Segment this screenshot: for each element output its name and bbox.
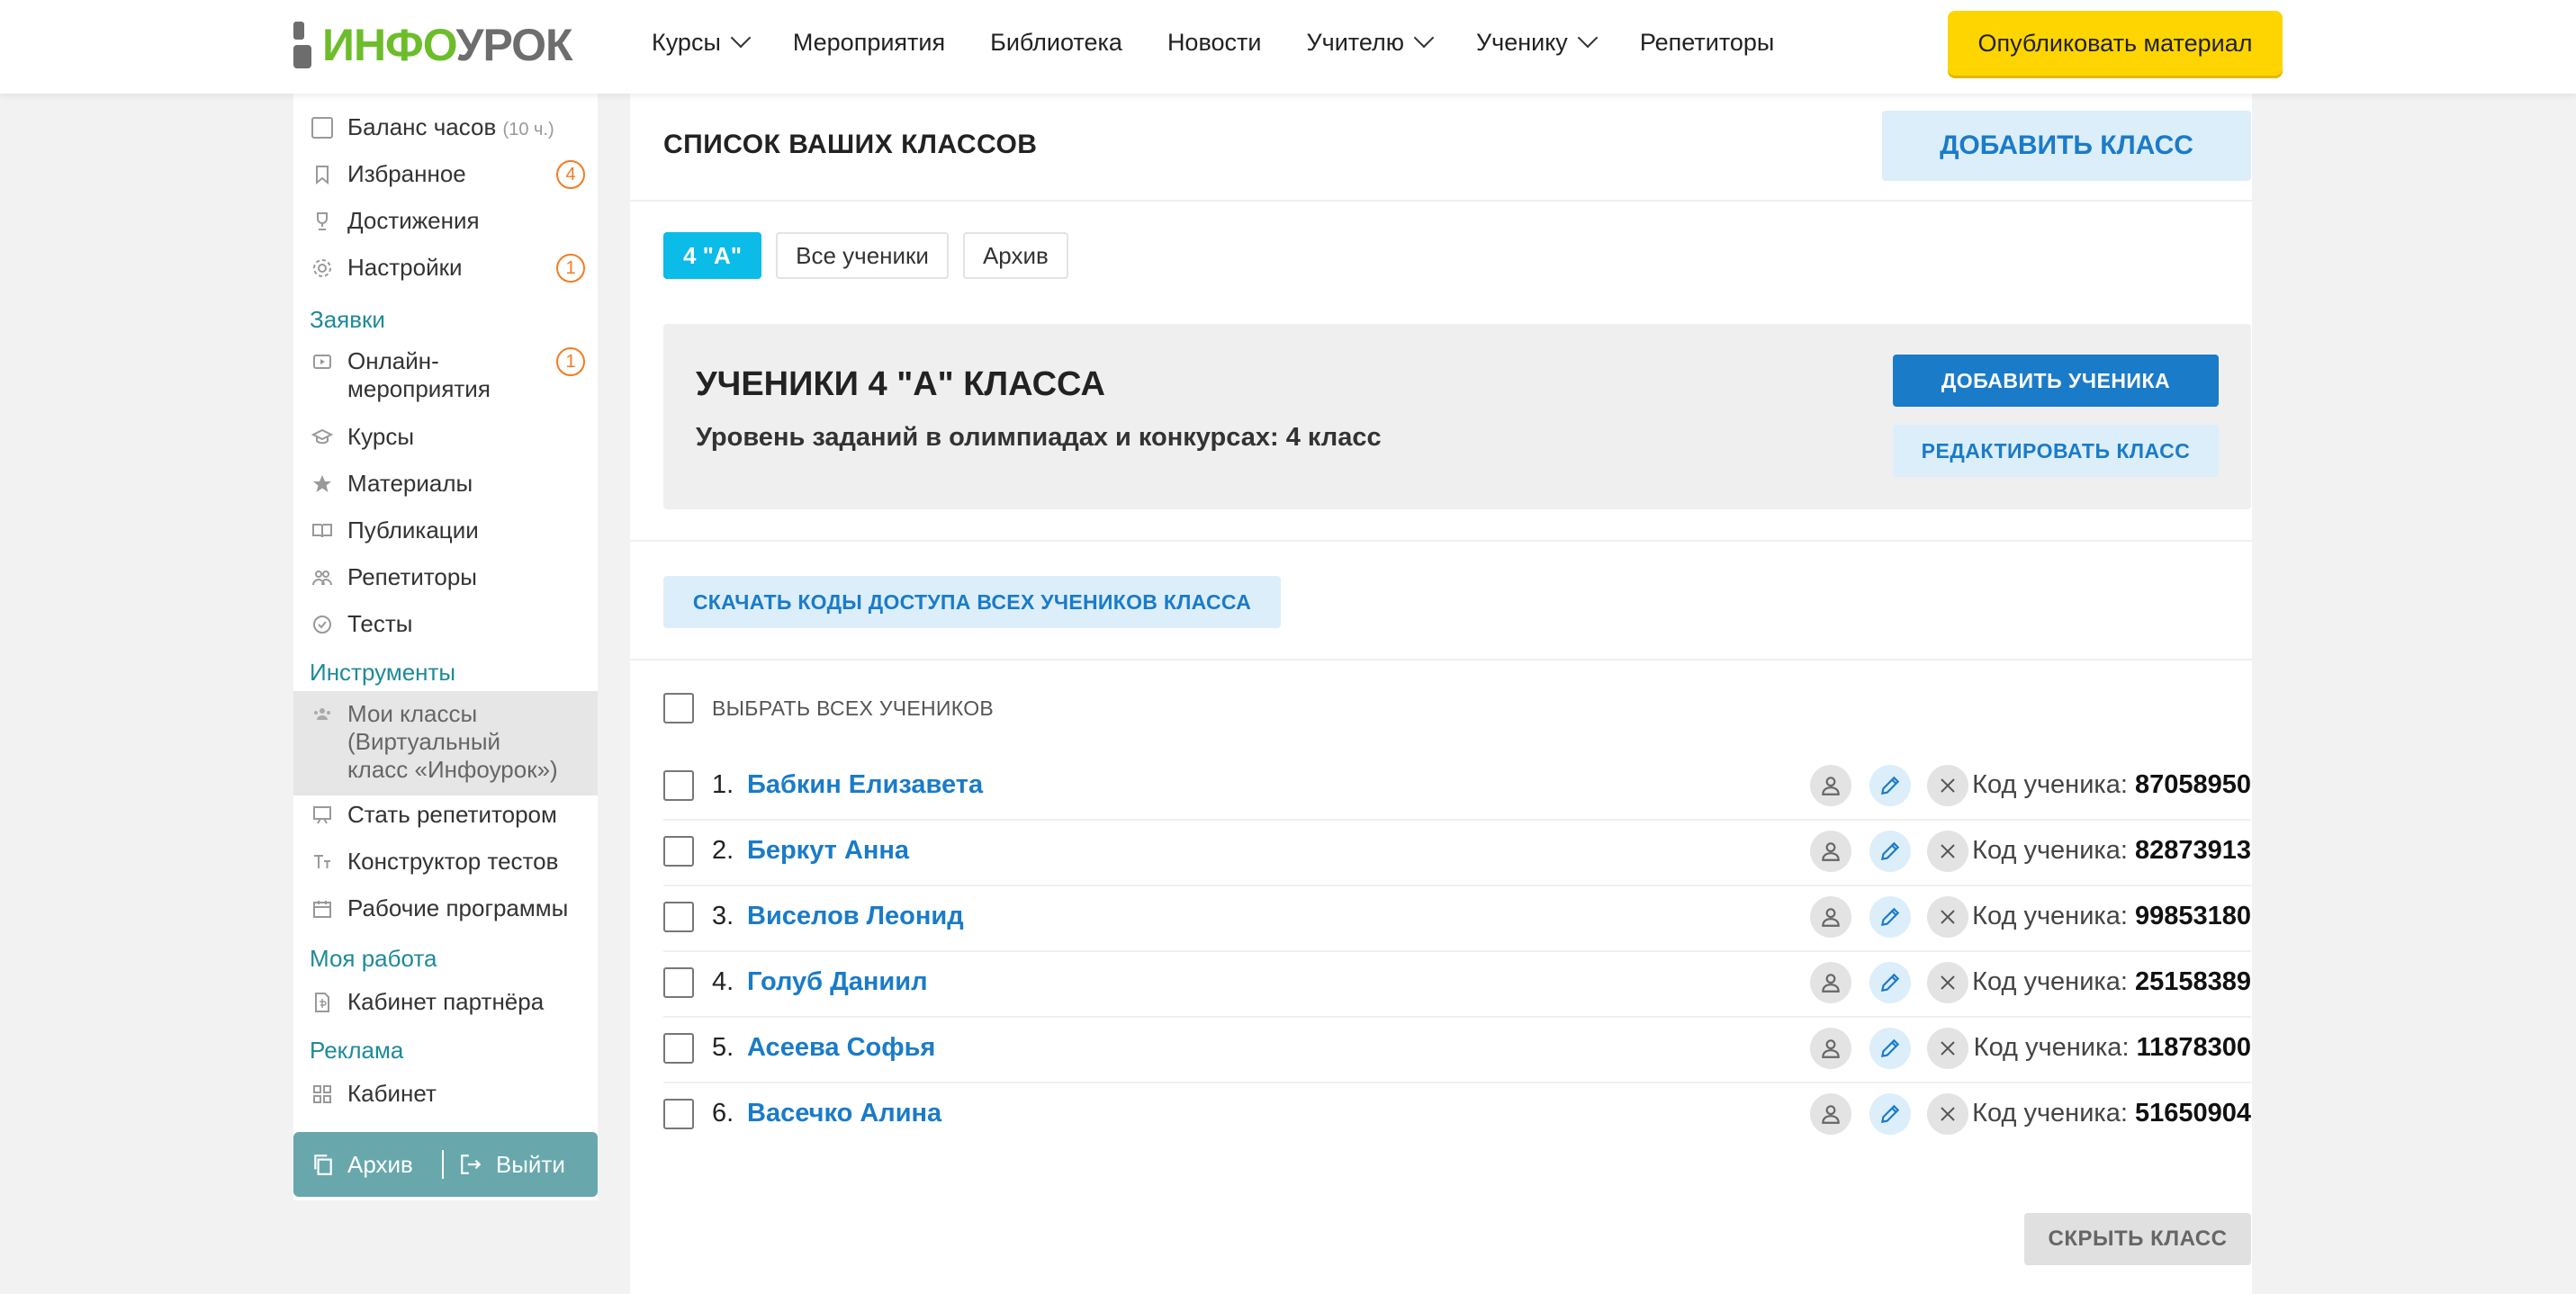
top-header [0, 0, 2576, 94]
sidebar-item-publications[interactable] [293, 517, 598, 549]
publish-material-button[interactable]: Опубликовать материал [1948, 11, 2283, 76]
edit-student-button[interactable] [1869, 765, 1911, 806]
edit-student-button[interactable] [1869, 962, 1911, 1003]
student-code: Код ученика: 25158389 [1972, 967, 2251, 996]
tools-heading: Инструменты [310, 659, 456, 686]
close-icon [1937, 840, 1959, 862]
pencil-icon [1878, 905, 1902, 929]
sidebar-logout-link[interactable] [458, 1151, 565, 1179]
nav-news[interactable]: Новости [1166, 28, 1262, 56]
divider [630, 200, 2252, 202]
nav-tutors[interactable]: Репетиторы [1639, 28, 1775, 56]
delete-student-button[interactable] [1927, 765, 1968, 806]
table-row [663, 949, 2251, 1015]
sidebar [293, 94, 598, 1200]
user-icon [1819, 905, 1842, 929]
profile-button[interactable] [1810, 896, 1851, 938]
my-work-heading: Моя работа [310, 945, 437, 972]
favorites-badge: 4 [556, 160, 585, 189]
edit-student-button[interactable] [1869, 896, 1911, 938]
class-level: Уровень заданий в олимпиадах и конкурсах: 4 класс [696, 423, 1382, 452]
table-row [663, 818, 2251, 884]
trophy-icon [311, 211, 333, 232]
sidebar-item-favorites[interactable] [293, 160, 598, 193]
sidebar-item-partner-cabinet[interactable] [293, 988, 598, 1020]
student-number: 5. [712, 1033, 734, 1062]
pencil-icon [1878, 1102, 1902, 1126]
user-icon [1819, 971, 1842, 994]
edit-student-button[interactable] [1869, 1093, 1911, 1135]
user-icon [1819, 1102, 1842, 1126]
edit-student-button[interactable] [1869, 1028, 1911, 1069]
add-class-button[interactable]: ДОБАВИТЬ КЛАСС [1882, 111, 2251, 181]
nav-events[interactable]: Мероприятия [792, 28, 946, 56]
sidebar-item-label: Стать репетитором [347, 801, 557, 828]
sidebar-item-become-tutor[interactable] [293, 801, 598, 833]
chevron-down-icon [1577, 28, 1598, 49]
ads-heading: Реклама [310, 1037, 404, 1064]
sidebar-item-label: Кабинет [347, 1080, 437, 1107]
class-title: УЧЕНИКИ 4 "А" КЛАССА [696, 365, 1105, 403]
student-number: 3. [712, 902, 734, 930]
profile-button[interactable] [1810, 1093, 1851, 1135]
student-name-link[interactable]: Васечко Алина [747, 1099, 942, 1128]
document-money-icon [311, 992, 333, 1013]
student-name-link[interactable]: Бабкин Елизавета [747, 770, 984, 799]
table-row [663, 1081, 2251, 1146]
logo-text: ИНФОУРОК [322, 20, 572, 70]
sidebar-item-tests[interactable] [293, 610, 598, 643]
text-tool-icon [311, 851, 333, 873]
settings-badge: 1 [556, 254, 585, 283]
delete-student-button[interactable] [1927, 962, 1968, 1003]
add-student-button[interactable]: ДОБАВИТЬ УЧЕНИКА [1893, 355, 2219, 407]
profile-button[interactable] [1810, 962, 1851, 1003]
balance-hint: (10 ч.) [502, 120, 554, 139]
sidebar-item-label: Публикации [347, 517, 479, 544]
group-icon [311, 704, 333, 725]
tab-all-students[interactable]: Все ученики [776, 232, 949, 279]
sidebar-item-label: Курсы [347, 423, 415, 450]
user-icon [1819, 1037, 1842, 1060]
delete-student-button[interactable] [1927, 1093, 1968, 1135]
close-icon [1937, 1038, 1959, 1059]
page-title: СПИСОК ВАШИХ КЛАССОВ [663, 130, 1038, 159]
divider [630, 659, 2252, 660]
sidebar-item-label: Настройки [347, 254, 463, 281]
sidebar-item-settings[interactable] [293, 254, 598, 286]
select-all-label: ВЫБРАТЬ ВСЕХ УЧЕНИКОВ [712, 696, 995, 720]
student-checkbox[interactable] [663, 1033, 694, 1064]
infourok-logo[interactable] [293, 20, 572, 70]
sidebar-item-label: Достижения [347, 207, 480, 234]
nav-student[interactable]: Ученику [1476, 29, 1595, 57]
profile-button[interactable] [1810, 1028, 1851, 1069]
student-name-link[interactable]: Голуб Даниил [747, 967, 928, 996]
sidebar-item-label: Онлайн- мероприятия [347, 347, 491, 402]
sidebar-item-label: Мои классы (Виртуальный класс «Инфоурок») [347, 700, 558, 783]
close-icon [1937, 906, 1959, 928]
close-icon [1937, 972, 1959, 993]
student-checkbox[interactable] [663, 1099, 694, 1129]
edit-class-button[interactable]: РЕДАКТИРОВАТЬ КЛАСС [1893, 425, 2219, 477]
sidebar-item-label: Рабочие программы [347, 894, 569, 921]
graduation-cap-icon [311, 427, 333, 448]
delete-student-button[interactable] [1927, 831, 1968, 872]
student-code: Код ученика: 99853180 [1972, 902, 2251, 930]
main-content [630, 94, 2252, 1294]
student-number: 4. [712, 967, 734, 996]
delete-student-button[interactable] [1927, 896, 1968, 938]
requests-heading: Заявки [310, 306, 385, 333]
nav-library[interactable]: Библиотека [990, 28, 1122, 56]
tab-class-4a[interactable]: 4 "А" [663, 232, 761, 279]
footer-divider [442, 1150, 444, 1179]
sidebar-item-label: Конструктор тестов [347, 848, 559, 875]
sidebar-item-balance[interactable] [293, 113, 598, 146]
sidebar-item-label: Материалы [347, 470, 473, 497]
student-number: 6. [712, 1099, 734, 1128]
sidebar-archive-link[interactable] [311, 1151, 413, 1179]
select-all-checkbox[interactable] [663, 693, 694, 723]
select-all-row [663, 693, 994, 723]
edit-student-button[interactable] [1869, 831, 1911, 872]
close-icon [1937, 1103, 1959, 1125]
student-number: 2. [712, 836, 734, 865]
table-row [663, 752, 2251, 818]
copy-icon [311, 1153, 335, 1176]
sidebar-item-materials[interactable] [293, 470, 598, 502]
pencil-icon [1878, 774, 1902, 797]
chevron-down-icon [1414, 28, 1435, 49]
delete-student-button[interactable] [1927, 1028, 1968, 1069]
nav-courses[interactable]: Курсы [652, 29, 748, 57]
main-nav [652, 0, 1819, 85]
open-book-icon [311, 520, 333, 542]
logout-label: Выйти [495, 1150, 565, 1178]
divider [630, 540, 2252, 542]
logo-mark-icon [293, 22, 317, 68]
teacher-board-icon [311, 804, 333, 826]
bookmark-icon [311, 164, 333, 185]
sidebar-item-label: Тесты [347, 610, 413, 637]
class-tabs [663, 232, 1083, 279]
pencil-icon [1878, 1037, 1902, 1060]
nav-teacher[interactable]: Учителю [1306, 29, 1431, 57]
sidebar-item-label: Баланс часов [347, 113, 497, 140]
video-icon [311, 351, 333, 373]
student-number: 1. [712, 770, 734, 799]
gear-icon [311, 257, 333, 279]
download-access-codes-button[interactable]: СКАЧАТЬ КОДЫ ДОСТУПА ВСЕХ УЧЕНИКОВ КЛАССА [663, 576, 1281, 628]
table-row [663, 884, 2251, 949]
table-row [663, 1015, 2251, 1081]
chevron-down-icon [731, 28, 752, 49]
student-checkbox[interactable] [663, 967, 694, 998]
student-checkbox[interactable] [663, 836, 694, 867]
pencil-icon [1878, 840, 1902, 863]
sidebar-item-cabinet[interactable] [293, 1080, 598, 1112]
user-icon [1819, 774, 1842, 797]
sidebar-item-label: Кабинет партнёра [347, 988, 545, 1015]
student-code: Код ученика: 87058950 [1972, 770, 2251, 799]
close-icon [1937, 775, 1959, 796]
student-code: Код ученика: 82873913 [1972, 836, 2251, 865]
star-icon [311, 473, 333, 495]
sidebar-item-label: Избранное [347, 160, 466, 187]
wallet-icon [311, 117, 333, 139]
tab-archive[interactable]: Архив [963, 232, 1068, 279]
pencil-icon [1878, 971, 1902, 994]
student-checkbox[interactable] [663, 770, 694, 801]
class-info-panel [663, 324, 2251, 509]
profile-button[interactable] [1810, 831, 1851, 872]
users-icon [311, 567, 333, 589]
student-code: Код ученика: 51650904 [1972, 1099, 2251, 1128]
archive-label: Архив [347, 1150, 413, 1178]
check-circle-icon [311, 614, 333, 635]
student-code: Код ученика: 11878300 [1973, 1033, 2251, 1062]
profile-button[interactable] [1810, 765, 1851, 806]
sidebar-item-courses[interactable] [293, 423, 598, 455]
grid-icon [311, 1083, 333, 1105]
online-events-badge: 1 [556, 347, 585, 376]
student-name-link[interactable]: Асеева Софья [747, 1033, 936, 1062]
sidebar-item-achievements[interactable] [293, 207, 598, 239]
logout-icon [458, 1153, 483, 1176]
sidebar-item-work-programs[interactable] [293, 894, 598, 927]
student-name-link[interactable]: Виселов Леонид [747, 902, 964, 930]
sidebar-item-label: Репетиторы [347, 563, 477, 590]
hide-class-button[interactable]: СКРЫТЬ КЛАСС [2024, 1213, 2251, 1265]
calendar-icon [311, 898, 333, 920]
student-name-link[interactable]: Беркут Анна [747, 836, 910, 865]
student-checkbox[interactable] [663, 902, 694, 932]
sidebar-item-test-builder[interactable] [293, 848, 598, 880]
sidebar-footer-bar [293, 1132, 598, 1197]
sidebar-item-online-events[interactable] [293, 347, 598, 407]
user-icon [1819, 840, 1842, 863]
sidebar-item-tutors[interactable] [293, 563, 598, 596]
sidebar-item-my-classes[interactable] [293, 691, 598, 795]
